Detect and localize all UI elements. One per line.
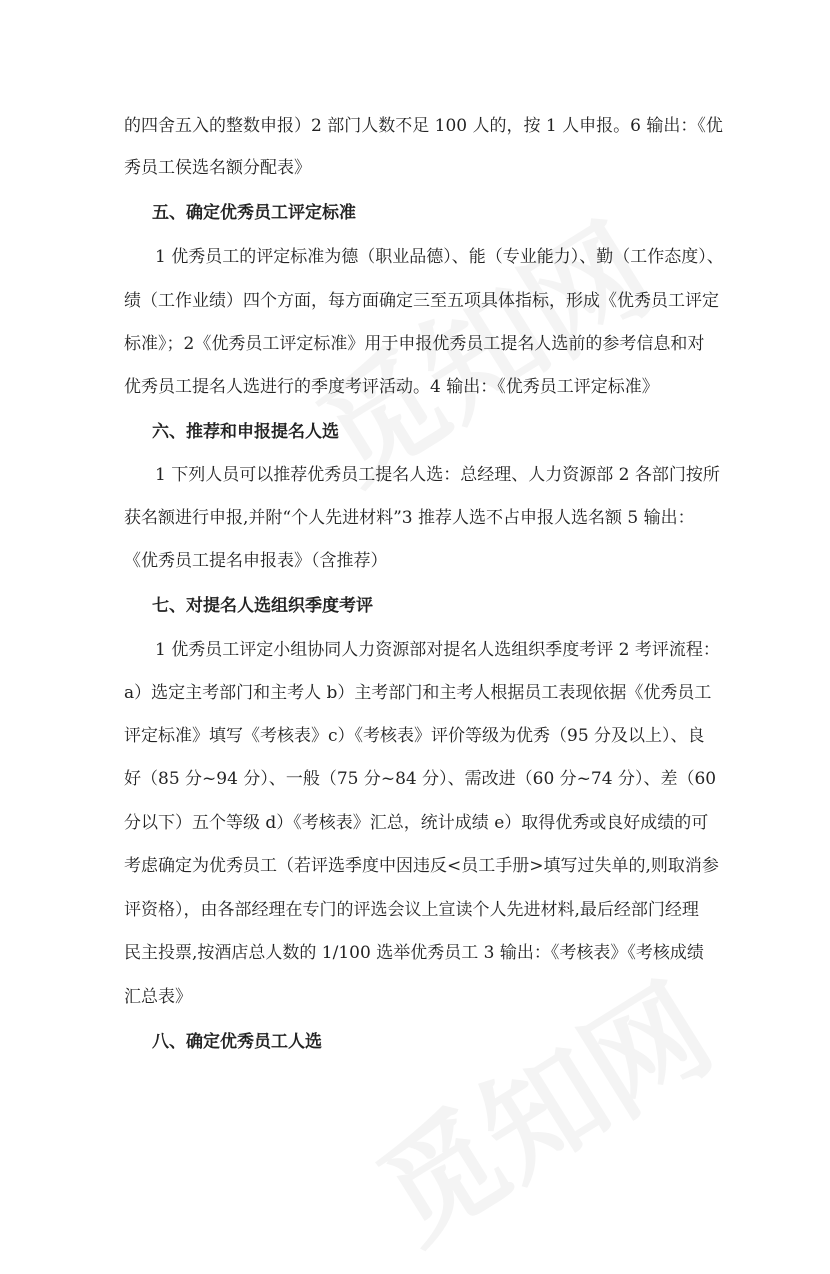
section-heading: 七、对提名人选组织季度考评 <box>152 596 373 616</box>
paragraph-line: 绩（工作业绩）四个方面，每方面确定三至五项具体指标，形成《优秀员工评定 <box>124 291 719 311</box>
paragraph-line: 好（85 分~94 分）、一般（75 分~84 分）、需改进（60 分~74 分）、差（60 <box>124 769 717 789</box>
paragraph-line: 1 优秀员工的评定标准为德（职业品德）、能（专业能力）、勤（工作态度）、 <box>155 247 724 267</box>
section-heading: 六、推荐和申报提名人选 <box>152 422 339 442</box>
paragraph-line: 秀员工侯选名额分配表》 <box>124 158 311 178</box>
paragraph-line: 考虑确定为优秀员工（若评选季度中因违反<员工手册>填写过失单的,则取消参 <box>124 856 719 876</box>
paragraph-line: 标准》；2《优秀员工评定标准》用于申报优秀员工提名人选前的参考信息和对 <box>124 334 705 354</box>
paragraph-line: 分以下）五个等级 d）《考核表》汇总，统计成绩 e）取得优秀或良好成绩的可 <box>124 813 709 833</box>
paragraph-line: 1 下列人员可以推荐优秀员工提名人选：总经理、人力资源部 2 各部门按所 <box>155 465 720 485</box>
paragraph-line: 1 优秀员工评定小组协同人力资源部对提名人选组织季度考评 2 考评流程： <box>155 640 720 660</box>
paragraph-line: 《优秀员工提名申报表》（含推荐） <box>124 551 388 571</box>
paragraph-line: a）选定主考部门和主考人 b）主考部门和主考人根据员工表现依据《优秀员工 <box>124 683 712 703</box>
paragraph-line: 优秀员工提名人选进行的季度考评活动。4 输出：《优秀员工评定标准》 <box>124 377 659 397</box>
paragraph-line: 评定标准》填写《考核表》c）《考核表》评价等级为优秀（95 分及以上）、良 <box>124 726 705 746</box>
paragraph-line: 获名额进行申报,并附“个人先进材料”3 推荐人选不占申报人选名额 5 输出： <box>124 508 695 528</box>
paragraph-line: 的四舍五入的整数申报）2 部门人数不足 100 人的，按 1 人申报。6 输出：《优 <box>124 116 723 136</box>
paragraph-line: 评资格），由各部经理在专门的评选会议上宣读个人先进材料,最后经部门经理 <box>124 900 699 920</box>
paragraph-line: 汇总表》 <box>124 987 192 1007</box>
section-heading: 五、确定优秀员工评定标准 <box>152 203 356 223</box>
section-heading: 八、确定优秀员工人选 <box>152 1032 322 1052</box>
paragraph-line: 民主投票,按酒店总人数的 1/100 选举优秀员工 3 输出：《考核表》《考核成绩 <box>124 943 704 963</box>
